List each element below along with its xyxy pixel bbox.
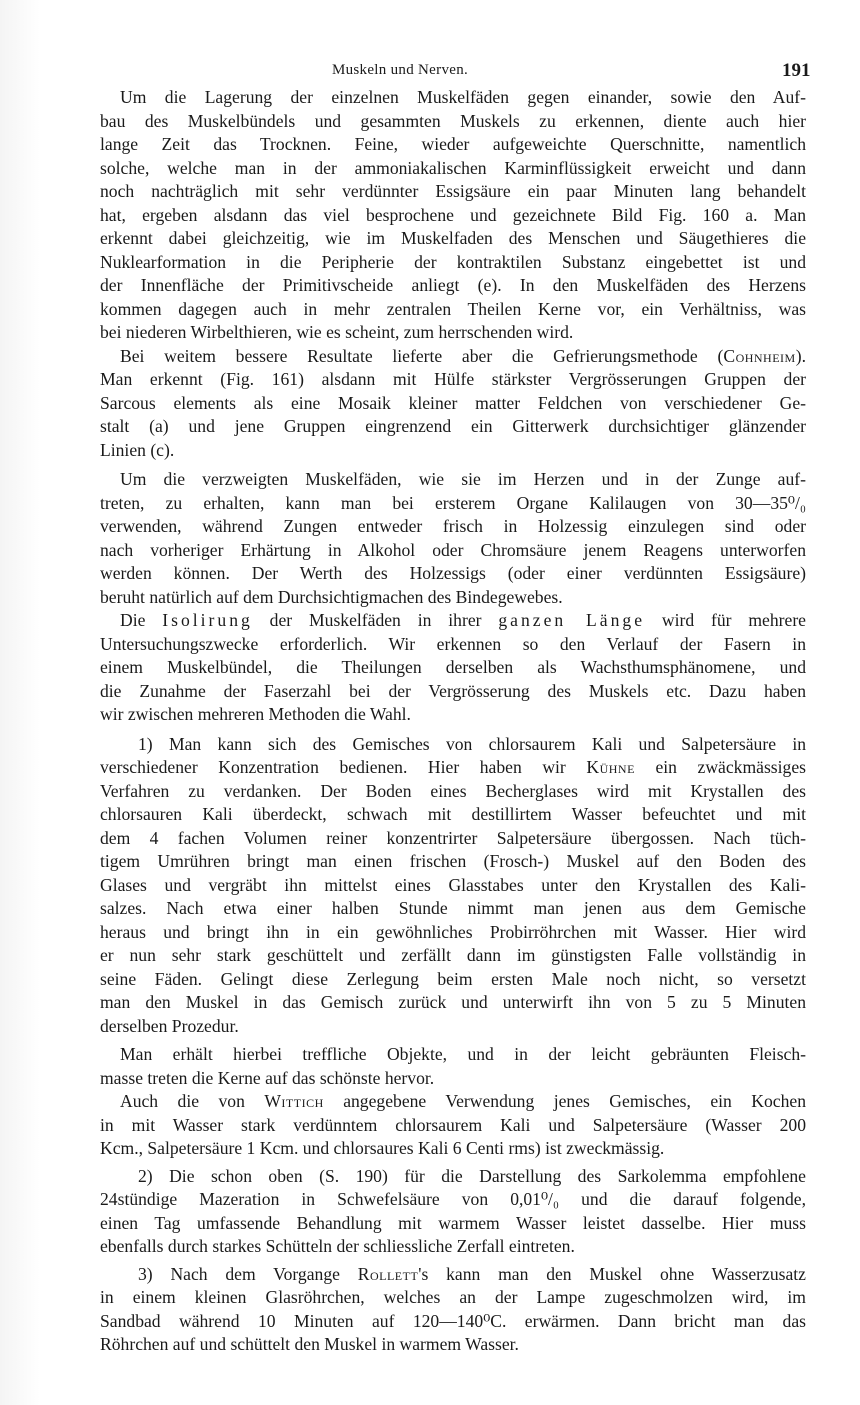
text-line: noch nachträglich mit sehr verdünnter Essigsäure ein paar Minuten lang behandelt — [100, 181, 806, 201]
paragraph — [100, 86, 806, 345]
text-line: tigem Umrühren bringt man einen frischen (Frosch-) Muskel auf den Boden des — [100, 851, 806, 871]
text-line: er nun sehr stark geschüttelt und zerfällt dann im günstigsten Falle vollständig in — [100, 945, 806, 965]
paragraph — [100, 1090, 806, 1161]
text-line: einem Muskelbündel, die Theilungen derselben als Wachsthumsphänomene, und — [100, 657, 806, 677]
text-line: Linien (c). — [100, 439, 175, 460]
text-line: 24stündige Mazeration in Schwefelsäure von 0,01⁰/₀ und die darauf folgende, — [100, 1189, 806, 1209]
text-line: Sarcous elements als eine Mosaik kleiner matter Feldchen von verschiedener Ge- — [100, 392, 806, 413]
text-line: heraus und bringt ihn in ein gewöhnliches Probirröhrchen mit Wasser. Hier wird — [100, 921, 806, 942]
text-line: 2) Die schon oben (S. 190) für die Darstellung des Sarkolemma empfohlene — [138, 1165, 806, 1186]
paragraph — [100, 609, 806, 727]
running-header-title: Muskeln und Nerven. — [331, 62, 469, 78]
text-line: werden können. Der Werth des Holzessigs (oder einer verdünnten Essigsäure) — [100, 563, 806, 583]
text-line: masse treten die Kerne auf das schönste hervor. — [100, 1067, 435, 1088]
text-line: der Innenfläche der Primitivscheide anliegt (e). In den Muskelfäden des Herzens — [100, 275, 806, 295]
text-line: chlorsauren Kali überdeckt, schwach mit destillirtem Wasser befeuchtet und mit — [100, 804, 806, 824]
text-line: dem 4 fachen Volumen reiner konzentrirter Salpetersäure übergossen. Nach tüch- — [100, 827, 806, 848]
text-line: Um die verzweigten Muskelfäden, wie sie im Herzen und in der Zunge auf- — [120, 469, 806, 489]
scan-edge-shadow — [0, 0, 40, 1405]
text-line: in mit Wasser stark verdünntem chlorsaurem Kali und Salpetersäure (Wasser 200 — [100, 1114, 806, 1135]
text-line: lange Zeit das Trocknen. Feine, wieder aufgeweichte Querschnitte, namentlich — [100, 134, 806, 154]
text-line: derselben Prozedur. — [100, 1015, 239, 1036]
text-line: hat, ergeben alsdann das viel besprochene und gezeichnete Bild Fig. 160 a. Man — [100, 204, 806, 225]
text-line: Bei weitem bessere Resultate lieferte aber die Gefrierungsmethode (Cohnheim). — [120, 345, 806, 366]
text-line: salzes. Nach etwa einer halben Stunde nimmt man jenen aus dem Gemische — [100, 898, 806, 918]
paragraph — [100, 468, 806, 609]
text-line: Untersuchungszwecke erforderlich. Wir erkennen so den Verlauf der Fasern in — [100, 633, 806, 654]
text-line: Röhrchen auf und schüttelt den Muskel in warmem Wasser. — [100, 1334, 519, 1354]
body-text — [100, 86, 806, 1357]
paragraph — [100, 1165, 806, 1259]
text-line: Kcm., Salpetersäure 1 Kcm. und chlorsaures Kali 6 Centi rms) ist zweckmässig. — [100, 1138, 665, 1158]
text-line: treten, zu erhalten, kann man bei ersterem Organe Kalilaugen von 30—35⁰/₀ — [100, 492, 806, 513]
text-line: beruht natürlich auf dem Durchsichtigmachen des Bindegewebes. — [100, 586, 563, 607]
text-line: die Zunahme der Faserzahl bei der Vergrösserung des Muskels etc. Dazu haben — [100, 680, 806, 701]
text-line: 3) Nach dem Vorgange Rollett's kann man den Muskel ohne Wasserzusatz — [138, 1263, 806, 1284]
text-line: Auch die von Wittich angegebene Verwendung jenes Gemisches, ein Kochen — [120, 1091, 806, 1111]
paragraph — [100, 1263, 806, 1357]
text-line: wir zwischen mehreren Methoden die Wahl. — [100, 704, 411, 724]
text-line: Um die Lagerung der einzelnen Muskelfäden gegen einander, sowie den Auf- — [120, 87, 806, 107]
text-line: 1) Man kann sich des Gemisches von chlorsaurem Kali und Salpetersäure in — [138, 733, 806, 754]
text-line: verschiedener Konzentration bedienen. Hier haben wir Kühne ein zwäckmässiges — [100, 757, 806, 777]
text-line: Nuklearformation in die Peripherie der kontraktilen Substanz eingebettet ist und — [100, 251, 806, 272]
text-line: Verfahren zu verdanken. Der Boden eines Becherglases wird mit Krystallen des — [100, 780, 806, 801]
text-line: Man erkennt (Fig. 161) alsdann mit Hülfe stärkster Vergrösserungen Gruppen der — [100, 369, 806, 389]
text-line: bau des Muskelbündels und gesammten Muskels zu erkennen, diente auch hier — [100, 110, 806, 131]
text-line: Glases und vergräbt ihn mittelst eines Glasstabes unter den Krystallen des Kali- — [100, 874, 806, 895]
text-line: verwenden, während Zungen entweder frisch in Holzessig einzulegen sind oder — [100, 516, 806, 536]
paragraph — [100, 733, 806, 1039]
paragraph — [100, 1043, 806, 1090]
paragraph — [100, 345, 806, 463]
text-line: Die Isolirung der Muskelfäden in ihrer ganzen Länge wird für mehrere — [120, 610, 806, 630]
text-line: Man erhält hierbei treffliche Objekte, und in der leicht gebräunten Fleisch- — [120, 1044, 806, 1064]
text-line: bei niederen Wirbelthieren, wie es scheint, zum herrschenden wird. — [100, 322, 574, 342]
text-line: Sandbad während 10 Minuten auf 120—140⁰C. erwärmen. Dann bricht man das — [100, 1310, 806, 1331]
text-line: kommen dagegen auch in mehr zentralen Theilen Kerne vor, ein Verhältniss, was — [100, 298, 806, 319]
text-line: erkennt dabei gleichzeitig, wie im Muskelfaden des Menschen und Säugethieres die — [100, 228, 806, 248]
text-line: stalt (a) und jene Gruppen eingrenzend ein Gitterwerk durchsichtiger glänzender — [100, 416, 806, 436]
page-number: 191 — [782, 60, 811, 81]
text-line: seine Fäden. Gelingt diese Zerlegung beim ersten Male noch nicht, so versetzt — [100, 968, 806, 989]
text-line: solche, welche man in der ammoniakalischen Karminflüssigkeit erweicht und dann — [100, 157, 806, 178]
text-line: man den Muskel in das Gemisch zurück und unterwirft ihn von 5 zu 5 Minuten — [100, 992, 806, 1012]
text-line: einen Tag umfassende Behandlung mit warmem Wasser leistet dasselbe. Hier muss — [100, 1212, 806, 1233]
text-line: nach vorheriger Erhärtung in Alkohol oder Chromsäure jenem Reagens unterworfen — [100, 539, 806, 560]
text-line: in einem kleinen Glasröhrchen, welches an der Lampe zugeschmolzen wird, im — [100, 1287, 806, 1307]
text-line: ebenfalls durch starkes Schütteln der schliessliche Zerfall eintreten. — [100, 1236, 575, 1256]
